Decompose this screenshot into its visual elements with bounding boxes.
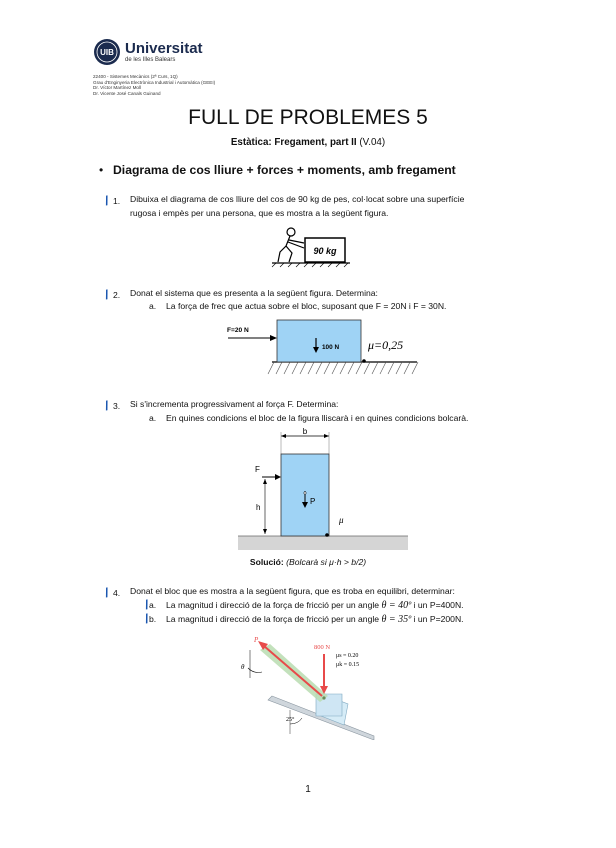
problem-text: Donat el bloc que es mostra a la següent figura, que es troba en equilibri, determinar:	[130, 586, 455, 596]
static-friction-label: μs = 0.20	[336, 653, 359, 659]
section-heading: Diagrama de cos lliure + forces + moments, amb fregament	[113, 163, 456, 177]
subtitle-text: Estàtica: Fregament, part II	[230, 137, 357, 148]
subitem-label: a.	[149, 600, 157, 610]
solution-label: Solució:	[249, 557, 284, 567]
solution-note	[0, 557, 616, 567]
problem-text	[130, 192, 550, 220]
author-line: Dr. Víctor Martínez Moll	[93, 85, 141, 91]
subitem-text: La força de frec que actua sobre el bloc, suposant que F = 20N i F = 30N.	[166, 301, 447, 311]
problem-number: 2.	[113, 290, 121, 300]
checkmark-icon: /	[103, 286, 110, 303]
width-label: b	[302, 428, 308, 436]
problem-number: 4.	[113, 588, 121, 598]
theta-label: θ	[241, 663, 245, 671]
course-info	[93, 74, 215, 96]
problem-number: 1.	[113, 196, 121, 206]
height-label: h	[256, 503, 261, 512]
kinetic-friction-label: μk = 0.15	[336, 662, 360, 668]
subitem-text: En quines condicions el bloc de la figura lliscarà i en quines condicions bolcarà.	[166, 413, 469, 423]
checkmark-icon: /	[103, 192, 110, 209]
subitem-text-end: i un P=400N.	[413, 600, 464, 610]
friction-coefficient-label: μ	[339, 515, 344, 525]
uib-logo	[93, 38, 121, 71]
block-mass-label: 90 kg	[313, 246, 337, 256]
page-title: FULL DE PROBLEMES 5	[188, 106, 428, 129]
degree-line: Grau d'Enginyeria Electrònica Industrial i Automàtica (GEEI)	[93, 79, 216, 85]
subitem-text-main: La magnitud i direcció de la força de fricció per un angle	[166, 614, 380, 624]
problem-text: Si s'incrementa progressivament al força F. Determina:	[130, 399, 339, 409]
weight-label: P	[310, 497, 316, 506]
incline-angle-label: 25°	[286, 717, 295, 723]
problem-text-line: rugosa i empès per una persona, que es mostra a la següent figura.	[130, 208, 389, 218]
subitem-label: a.	[149, 413, 157, 423]
angle-math: θ = 40º	[381, 600, 412, 611]
logo-name: Universitat	[125, 40, 203, 57]
angle-math: θ = 35º	[381, 614, 412, 625]
load-label: 800 N	[314, 644, 331, 651]
figure-block-friction	[222, 316, 422, 378]
subitem-text	[166, 598, 464, 613]
figure-tall-block	[238, 428, 408, 552]
bullet-icon: •	[99, 163, 104, 177]
version-label: (V.04)	[359, 137, 386, 148]
force-p-label: P	[254, 636, 259, 644]
figure-inclined-block	[228, 634, 388, 740]
figure-person-pushing	[270, 226, 352, 268]
course-line: 22400 - Sistemes Mecànics (2ª Curs, 1Q)	[93, 74, 178, 79]
problem-text-line: Dibuixa el diagrama de cos lliure del cos de 90 kg de pes, col·locat sobre una superfície	[130, 194, 465, 204]
force-label: F	[255, 465, 260, 474]
applied-force-label: F=20 N	[227, 327, 249, 334]
checkmark-icon: /	[103, 397, 110, 414]
checkmark-icon: /	[103, 584, 110, 601]
problem-text: Donat el sistema que es presenta a la següent figura. Determina:	[130, 288, 378, 298]
uib-badge-text: UIB	[100, 48, 114, 57]
weight-label: 100 N	[322, 344, 340, 351]
subitem-text	[166, 612, 464, 627]
subitem-text-end: i un P=200N.	[413, 614, 464, 624]
block-rect	[277, 320, 361, 362]
subitem-label: a.	[149, 301, 157, 311]
logo-subtitle: de les Illes Balears	[125, 57, 176, 63]
page-number: 1	[305, 784, 311, 795]
author-line: Dr. Vicente José Canals Guinand	[93, 90, 161, 96]
subitem-label: b.	[149, 614, 157, 624]
checkmark-icon: /	[143, 596, 150, 613]
uib-logo-badge	[93, 38, 121, 66]
problem-number: 3.	[113, 401, 121, 411]
friction-coefficient-label: μ=0,25	[368, 338, 404, 352]
solution-text: (Bolcarà si μ·h > b/2)	[286, 557, 367, 567]
page-subtitle	[0, 137, 616, 148]
checkmark-icon: /	[143, 610, 150, 627]
subitem-text-main: La magnitud i direcció de la força de fricció per un angle	[166, 600, 380, 610]
